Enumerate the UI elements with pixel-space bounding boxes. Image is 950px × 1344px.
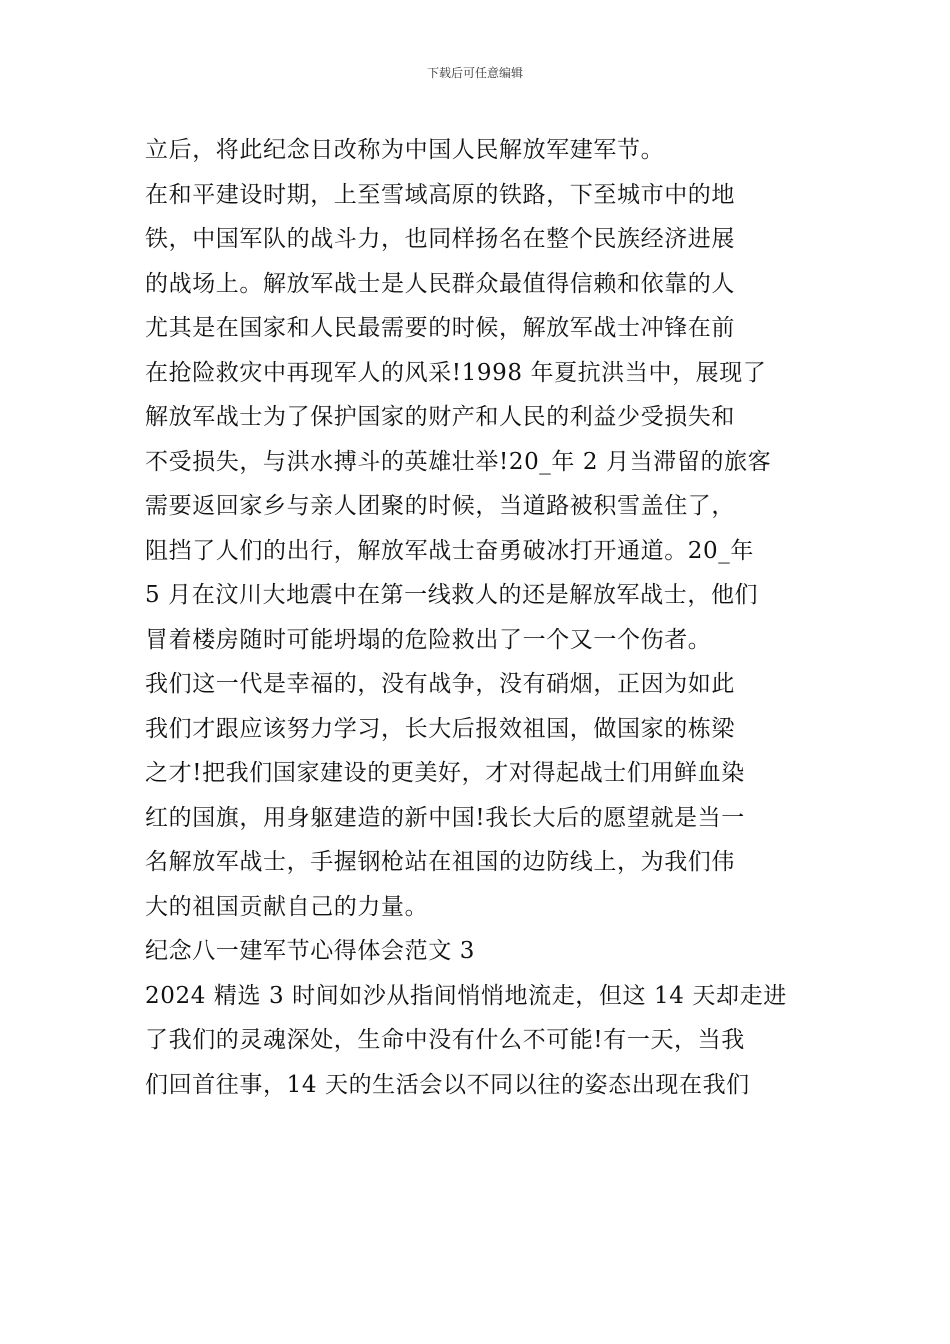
text-line: 立后，将此纪念日改称为中国人民解放军建军节。 — [145, 137, 665, 163]
text-line: 的战场上。解放军战士是人民群众最值得信赖和依靠的人 — [145, 270, 735, 297]
text-line: 尤其是在国家和人民最需要的时候，解放军战士冲锋在前 — [145, 315, 735, 341]
text-line: 在和平建设时期，上至雪域高原的铁路，下至城市中的地 — [145, 181, 735, 208]
header-note: 下载后可任意编辑 — [426, 66, 523, 80]
text-line: 在抢险救灾中再现军人的风采!1998 年夏抗洪当中，展现了 — [145, 359, 767, 386]
body-text — [145, 128, 815, 1107]
text-line: 阻挡了人们的出行，解放军战士奋勇破冰打开通道。20_年 — [145, 537, 754, 564]
text-line: 大的祖国贡献自己的力量。 — [145, 893, 429, 920]
section-heading: 纪念八一建军节心得体会范文 3 — [145, 938, 475, 964]
text-line: 之才!把我们国家建设的更美好，才对得起战士们用鲜血染 — [145, 760, 745, 786]
text-line: 们回首往事，14 天的生活会以不同以往的姿态出现在我们 — [145, 1071, 750, 1098]
text-line: 我们这一代是幸福的，没有战争，没有硝烟，正因为如此 — [145, 671, 735, 697]
text-line: 需要返回家乡与亲人团聚的时候，当道路被积雪盖住了， — [145, 493, 735, 519]
text-line: 了我们的灵魂深处，生命中没有什么不可能!有一天，当我 — [145, 1027, 745, 1053]
text-line: 铁，中国军队的战斗力，也同样扬名在整个民族经济进展 — [145, 226, 735, 252]
text-line: 冒着楼房随时可能坍塌的危险救出了一个又一个伤者。 — [145, 626, 712, 653]
text-line: 名解放军战士，手握钢枪站在祖国的边防线上，为我们伟 — [145, 849, 735, 875]
text-line: 不受损失，与洪水搏斗的英雄壮举!20_年 2 月当滞留的旅客 — [145, 448, 772, 475]
text-line: 红的国旗，用身躯建造的新中国!我长大后的愿望就是当一 — [145, 804, 745, 831]
text-line: 2024 精选 3 时间如沙从指间悄悄地流走，但这 14 天却走进 — [145, 982, 787, 1009]
text-line: 我们才跟应该努力学习，长大后报效祖国，做国家的栋梁 — [145, 715, 735, 742]
text-line: 解放军战士为了保护国家的财产和人民的利益少受损失和 — [145, 404, 735, 430]
text-line: 5 月在汶川大地震中在第一线救人的还是解放军战士，他们 — [145, 582, 759, 608]
